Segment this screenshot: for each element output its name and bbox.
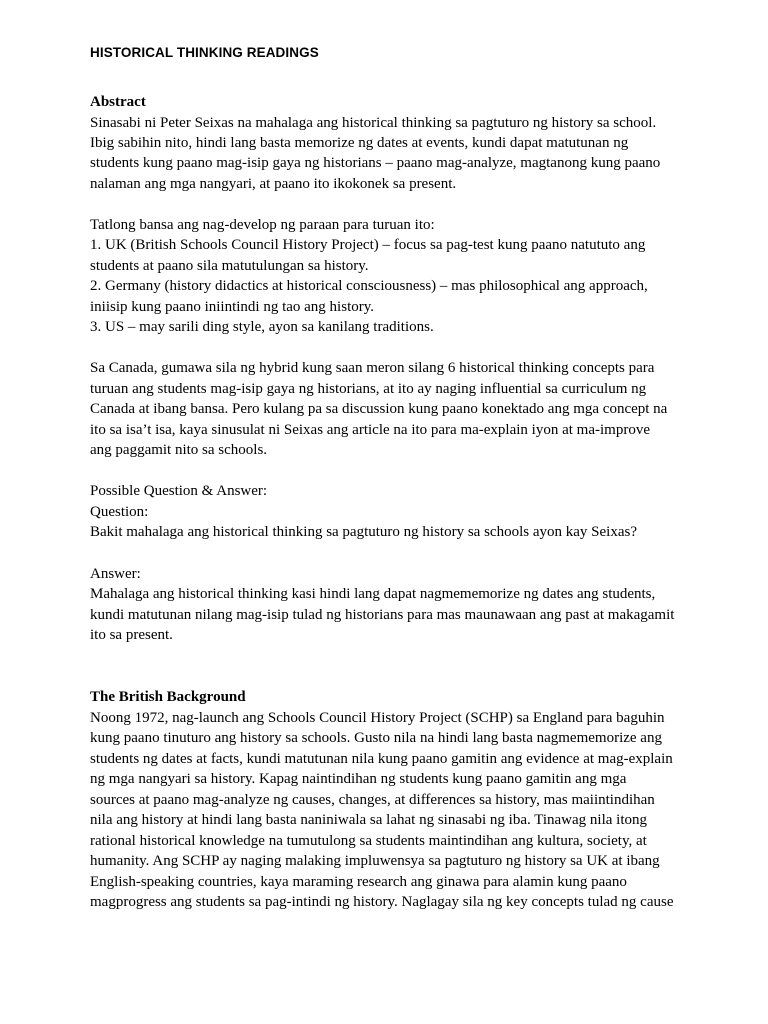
canada-line: ito sa isa’t isa, kaya sinusulat ni Seixas ang article na ito para ma-explain iyon at ma-improve	[90, 422, 650, 438]
abstract-line: nalaman ang mga nangyari, at paano ito ikokonek sa present.	[90, 176, 457, 192]
qa-label: Possible Question & Answer:	[90, 483, 268, 499]
british-line: humanity. Ang SCHP ay naging malaking impluwensya sa pagtuturo ng history sa UK at ibang	[90, 853, 660, 869]
countries-line: students at paano sila matutulungan sa history.	[90, 258, 369, 274]
british-line: kung paano tinuturo ang history sa schools. Gusto nila na hindi lang basta nagmememorize ang	[90, 730, 662, 746]
abstract-heading: Abstract	[90, 94, 146, 110]
british-line: rational historical knowledge na tumutulong sa students maintindihan ang kultura, society, at	[90, 833, 647, 849]
canada-line: Canada at ibang bansa. Pero kulang pa sa discussion kung paano konektado ang mga concept na	[90, 401, 668, 417]
british-line: ng mga nangyari sa history. Kapag naintindihan ng students kung paano gamitin ang mga	[90, 771, 627, 787]
canada-line: ang paggamit nito sa schools.	[90, 442, 268, 458]
answer-line: kundi matutunan nilang mag-isip tulad ng historians para mas maunawaan ang past at makagamit	[90, 607, 675, 623]
british-line: sources at paano mag-analyze ng causes, changes, at differences sa history, mas maiintindihan	[90, 792, 655, 808]
british-heading: The British Background	[90, 689, 246, 705]
abstract-line: Sinasabi ni Peter Seixas na mahalaga ang historical thinking sa pagtuturo ng history sa school.	[90, 115, 657, 131]
canada-line: turuan ang students mag-isip gaya ng historians, at ito ay naging influential sa curriculum ng	[90, 381, 647, 397]
countries-line: 2. Germany (history didactics at historical consciousness) – mas philosophical ang approach,	[90, 278, 648, 294]
british-line: students ng dates at facts, kundi matutunan nila kung paano gamitin ang evidence at mag-explain	[90, 751, 673, 767]
countries-line: 1. UK (British Schools Council History Project) – focus sa pag-test kung paano natututo ang	[90, 237, 646, 253]
canada-line: Sa Canada, gumawa sila ng hybrid kung saan meron silang 6 historical thinking concepts para	[90, 360, 655, 376]
british-line: magprogress ang students sa pag-intindi ng history. Naglagay sila ng key concepts tulad ng cause	[90, 894, 674, 910]
countries-line: 3. US – may sarili ding style, ayon sa kanilang traditions.	[90, 319, 434, 335]
abstract-line: students kung paano mag-isip gaya ng historians – paano mag-analyze, magtanong kung paano	[90, 155, 661, 171]
answer-line: ito sa present.	[90, 627, 173, 643]
abstract-line: Ibig sabihin nito, hindi lang basta memorize ng dates at events, kundi dapat matutunan ng	[90, 135, 629, 151]
countries-line: iniisip kung paano iniintindi ng tao ang history.	[90, 299, 375, 315]
british-line: Noong 1972, nag-launch ang Schools Council History Project (SCHP) sa England para baguhin	[90, 710, 665, 726]
british-line: English-speaking countries, kaya maraming research ang ginawa para alamin kung paano	[90, 874, 627, 890]
answer-label: Answer:	[90, 566, 141, 582]
question-text: Bakit mahalaga ang historical thinking sa pagtuturo ng history sa schools ayon kay Seixas?	[90, 524, 637, 540]
question-label: Question:	[90, 504, 149, 520]
countries-line: Tatlong bansa ang nag-develop ng paraan para turuan ito:	[90, 217, 435, 233]
british-line: nila ang history at hindi lang basta naniniwala sa lahat ng sinasabi ng iba. Tinawag nila itong	[90, 812, 647, 828]
document-title: HISTORICAL THINKING READINGS	[90, 45, 319, 60]
answer-line: Mahalaga ang historical thinking kasi hindi lang dapat nagmememorize ng dates ang students,	[90, 586, 656, 602]
